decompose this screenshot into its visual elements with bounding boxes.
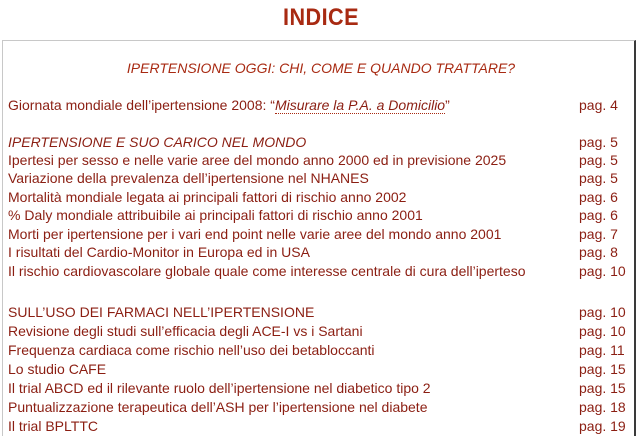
intro-entry[interactable]: [8, 97, 450, 114]
toc-entry[interactable]: Ipertesi per sesso e nelle varie aree del mondo anno 2000 ed in previsione 2025: [8, 152, 507, 168]
toc-entry-page: pag. 10: [579, 323, 626, 339]
toc-entry-page: pag. 5: [579, 152, 618, 168]
toc-entry[interactable]: Il rischio cardiovascolare globale quale come interesse centrale di cura dell’iperteso: [8, 263, 526, 279]
toc-entry[interactable]: Il trial BPLTTC: [8, 418, 98, 434]
toc-entry[interactable]: Il trial ABCD ed il rilevante ruolo dell’ipertensione nel diabetico tipo 2: [8, 380, 431, 396]
toc-entry-page: pag. 10: [579, 263, 626, 279]
toc-entry[interactable]: I risultati del Cardio-Monitor in Europa ed in USA: [8, 244, 310, 260]
intro-emphasis: Misurare la P.A. a Domicilio: [274, 97, 446, 113]
toc-entry[interactable]: Morti per ipertensione per i vari end point nelle varie aree del mondo anno 2001: [8, 226, 502, 242]
toc-entry[interactable]: Frequenza cardiaca come rischio nell’uso dei betabloccanti: [8, 342, 375, 358]
page-title: INDICE: [283, 4, 359, 31]
section-heading-burden[interactable]: IPERTENSIONE E SUO CARICO NEL MONDO: [8, 134, 307, 150]
toc-entry-page: pag. 6: [579, 207, 618, 223]
toc-entry-page: pag. 15: [579, 361, 626, 377]
subtitle: IPERTENSIONE OGGI: CHI, COME E QUANDO TRATTARE?: [126, 60, 516, 76]
toc-entry-page: pag. 19: [579, 418, 626, 434]
toc-entry-page: pag. 15: [579, 380, 626, 396]
section-heading-burden-page: pag. 5: [579, 134, 618, 150]
toc-entry-page: pag. 6: [579, 189, 618, 205]
toc-entry-page: pag. 11: [579, 342, 625, 358]
toc-entry-page: pag. 18: [579, 399, 626, 415]
section-heading-drugs-page: pag. 10: [579, 304, 626, 320]
toc-entry-page: pag. 5: [579, 170, 618, 186]
toc-entry-page: pag. 8: [579, 244, 618, 260]
toc-entry[interactable]: Puntualizzazione terapeutica dell’ASH per l’ipertensione nel diabete: [8, 399, 428, 415]
toc-entry-page: pag. 7: [579, 226, 618, 242]
toc-entry[interactable]: Mortalità mondiale legata ai principali fattori di rischio anno 2002: [8, 189, 407, 205]
toc-entry[interactable]: Lo studio CAFE: [8, 361, 107, 377]
toc-entry[interactable]: Revisione degli studi sull’efficacia degli ACE-I vs i Sartani: [8, 323, 363, 339]
toc-entry[interactable]: % Daly mondiale attribuibile ai principali fattori di rischio anno 2001: [8, 207, 423, 223]
intro-page: pag. 4: [579, 97, 618, 113]
toc-entry[interactable]: Variazione della prevalenza dell’ipertensione nel NHANES: [8, 170, 369, 186]
section-heading-drugs[interactable]: SULL’USO DEI FARMACI NELL’IPERTENSIONE: [8, 304, 315, 320]
intro-text: Giornata mondiale dell’ipertensione 2008: “Misurare la P.A. a Domicilio”: [8, 97, 450, 113]
